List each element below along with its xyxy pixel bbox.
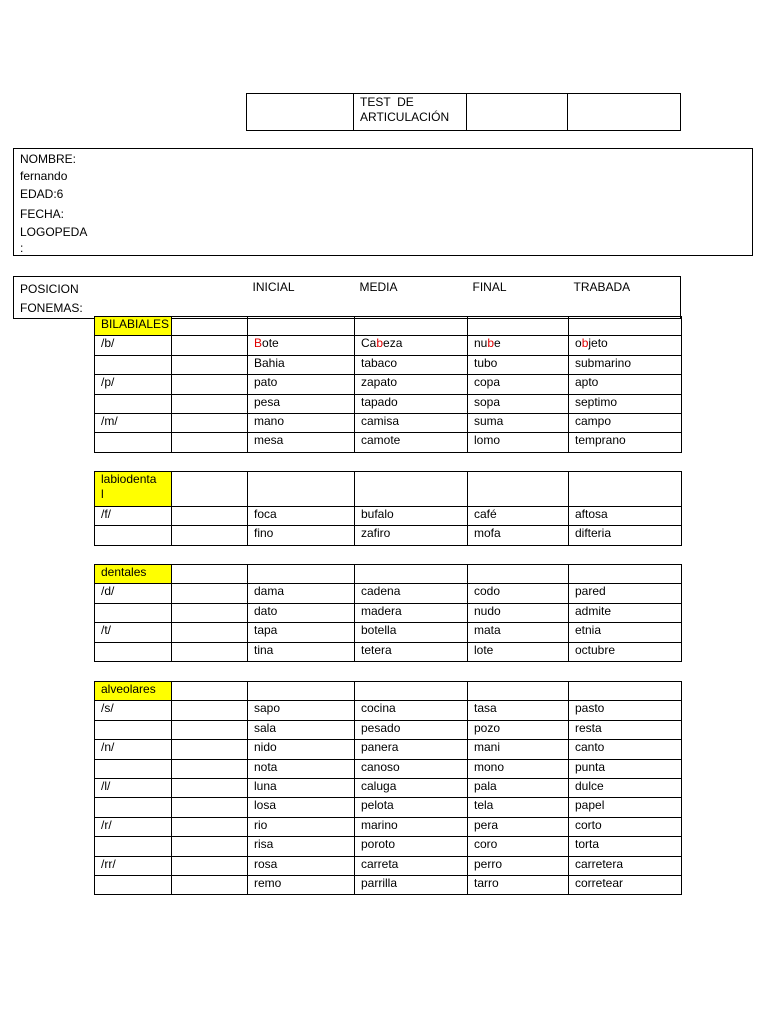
word-final: pala [468, 778, 569, 797]
fonemas-label: FONEMAS: [20, 301, 83, 315]
word-part: nu [474, 336, 488, 351]
title-table [246, 93, 681, 131]
header-final: FINAL [467, 277, 568, 319]
word-trabada: punta [569, 759, 682, 778]
edad-field: EDAD:6 [20, 187, 64, 201]
blank-cell [172, 837, 248, 856]
word-row [95, 507, 682, 526]
word-media: botella [355, 623, 468, 642]
word-part: eza [383, 336, 403, 351]
blank-cell [172, 433, 248, 452]
empty-cell [172, 565, 248, 584]
blank-cell [172, 856, 248, 875]
word-part: ote [262, 336, 279, 351]
blank-cell [172, 740, 248, 759]
word-trabada: septimo [569, 394, 682, 413]
blank-cell [172, 701, 248, 720]
target-letter: B [254, 336, 263, 351]
nombre-value: fernando [20, 169, 68, 183]
word-trabada: canto [569, 740, 682, 759]
word-inicial: sapo [248, 701, 355, 720]
word-final: nudo [468, 603, 569, 622]
empty-cell [355, 317, 468, 336]
word-final: codo [468, 584, 569, 603]
test-title-line1: TEST DE [360, 95, 414, 109]
word-row [95, 433, 682, 452]
target-letter: b [487, 336, 495, 351]
bilabiales-group-label: BILABIALES [95, 317, 172, 336]
word-media: zafiro [355, 526, 468, 545]
word-trabada: pared [569, 584, 682, 603]
group-header-row [95, 317, 682, 336]
word-inicial: remo [248, 875, 355, 894]
labiodental-table [94, 471, 682, 546]
word-part: e [494, 336, 501, 351]
bilabiales-table [94, 316, 682, 453]
dentales-group-label: dentales [95, 565, 172, 584]
word-part: o [575, 336, 582, 351]
empty-cell [172, 682, 248, 701]
posicion-label: POSICION [20, 282, 79, 296]
blank-cell [172, 584, 248, 603]
phoneme-cell: /s/ [95, 701, 172, 720]
word-final: mani [468, 740, 569, 759]
empty-cell [248, 472, 355, 507]
word-final: tasa [468, 701, 569, 720]
word-inicial: foca [248, 507, 355, 526]
word-inicial: fino [248, 526, 355, 545]
blank-cell [172, 875, 248, 894]
word-final: mata [468, 623, 569, 642]
word-row [95, 837, 682, 856]
word-row [95, 355, 682, 374]
word-part: jeto [588, 336, 608, 351]
word-media: tapado [355, 394, 468, 413]
phoneme-cell [95, 720, 172, 739]
header-inicial: INICIAL [247, 277, 354, 319]
word-media: zapato [355, 375, 468, 394]
word-trabada: pasto [569, 701, 682, 720]
word-inicial: rio [248, 817, 355, 836]
word-trabada: apto [569, 375, 682, 394]
blank-cell [172, 526, 248, 545]
group-header-row [95, 682, 682, 701]
labiodental-label-line2: l [101, 487, 104, 501]
word-row [95, 642, 682, 661]
word-row [95, 375, 682, 394]
phoneme-cell [95, 642, 172, 661]
word-inicial: nido [248, 740, 355, 759]
blank-cell [172, 394, 248, 413]
phoneme-cell: /m/ [95, 413, 172, 432]
word-media: madera [355, 603, 468, 622]
word-trabada: temprano [569, 433, 682, 452]
word-final [468, 336, 569, 355]
phoneme-cell: /n/ [95, 740, 172, 759]
word-row [95, 759, 682, 778]
word-inicial: luna [248, 778, 355, 797]
target-letter: b [376, 336, 384, 351]
word-inicial: nota [248, 759, 355, 778]
phoneme-cell [95, 798, 172, 817]
empty-cell [248, 317, 355, 336]
word-row [95, 394, 682, 413]
word-final: tela [468, 798, 569, 817]
nombre-label: NOMBRE: [20, 152, 77, 166]
word-row [95, 856, 682, 875]
word-trabada: corretear [569, 875, 682, 894]
word-media: pelota [355, 798, 468, 817]
word-row [95, 720, 682, 739]
word-trabada [569, 336, 682, 355]
test-title [354, 94, 467, 131]
posicion-fonemas-cell [14, 277, 247, 319]
phoneme-cell: /b/ [95, 336, 172, 355]
test-title-line2: ARTICULACIÓN [360, 110, 450, 124]
blank-cell [172, 817, 248, 836]
phoneme-cell [95, 394, 172, 413]
word-final: mofa [468, 526, 569, 545]
empty-cell [468, 682, 569, 701]
word-final: tarro [468, 875, 569, 894]
word-final: tubo [468, 355, 569, 374]
word-media: panera [355, 740, 468, 759]
logopeda-colon: : [20, 241, 24, 256]
phoneme-cell: /rr/ [95, 856, 172, 875]
alveolares-group-label: alveolares [95, 682, 172, 701]
word-media [355, 336, 468, 355]
empty-cell [172, 472, 248, 507]
word-final: perro [468, 856, 569, 875]
word-inicial [248, 336, 355, 355]
empty-cell [468, 565, 569, 584]
word-trabada: dulce [569, 778, 682, 797]
blank-cell [172, 623, 248, 642]
word-media: camote [355, 433, 468, 452]
word-row [95, 817, 682, 836]
word-row [95, 623, 682, 642]
word-inicial: risa [248, 837, 355, 856]
empty-cell [248, 682, 355, 701]
word-trabada: corto [569, 817, 682, 836]
word-row [95, 701, 682, 720]
word-trabada: etnia [569, 623, 682, 642]
word-row [95, 413, 682, 432]
blank-cell [172, 336, 248, 355]
word-media: caluga [355, 778, 468, 797]
word-row [95, 336, 682, 355]
word-media: tetera [355, 642, 468, 661]
phoneme-cell [95, 875, 172, 894]
title-empty-cell-1 [247, 94, 354, 131]
word-media: cadena [355, 584, 468, 603]
word-inicial: tapa [248, 623, 355, 642]
labiodental-group-label [95, 472, 172, 507]
word-row [95, 526, 682, 545]
empty-cell [355, 472, 468, 507]
empty-cell [569, 472, 682, 507]
blank-cell [172, 798, 248, 817]
phoneme-cell [95, 355, 172, 374]
word-inicial: Bahia [248, 355, 355, 374]
word-final: coro [468, 837, 569, 856]
word-inicial: dato [248, 603, 355, 622]
phoneme-cell [95, 526, 172, 545]
phoneme-cell [95, 759, 172, 778]
empty-cell [569, 682, 682, 701]
word-media: parrilla [355, 875, 468, 894]
word-row [95, 778, 682, 797]
word-trabada: admite [569, 603, 682, 622]
dentales-table [94, 564, 682, 662]
word-trabada: submarino [569, 355, 682, 374]
word-trabada: difteria [569, 526, 682, 545]
word-media: marino [355, 817, 468, 836]
word-final: pera [468, 817, 569, 836]
phoneme-cell [95, 433, 172, 452]
blank-cell [172, 413, 248, 432]
word-final: mono [468, 759, 569, 778]
empty-cell [355, 682, 468, 701]
empty-cell [172, 317, 248, 336]
blank-cell [172, 759, 248, 778]
blank-cell [172, 375, 248, 394]
word-trabada: octubre [569, 642, 682, 661]
phoneme-cell: /d/ [95, 584, 172, 603]
column-header-table [13, 276, 681, 319]
word-media: poroto [355, 837, 468, 856]
empty-cell [468, 317, 569, 336]
word-trabada: campo [569, 413, 682, 432]
group-header-row [95, 565, 682, 584]
word-row [95, 875, 682, 894]
group-header-row [95, 472, 682, 507]
word-inicial: mesa [248, 433, 355, 452]
empty-cell [355, 565, 468, 584]
alveolares-table [94, 681, 682, 895]
word-trabada: aftosa [569, 507, 682, 526]
word-part: Ca [361, 336, 377, 351]
word-final: pozo [468, 720, 569, 739]
word-trabada: carretera [569, 856, 682, 875]
word-media: pesado [355, 720, 468, 739]
phoneme-cell [95, 837, 172, 856]
word-final: suma [468, 413, 569, 432]
word-trabada: torta [569, 837, 682, 856]
word-inicial: tina [248, 642, 355, 661]
patient-info-box [13, 148, 753, 256]
word-inicial: dama [248, 584, 355, 603]
target-letter: b [581, 336, 589, 351]
blank-cell [172, 603, 248, 622]
word-inicial: sala [248, 720, 355, 739]
phoneme-cell: /r/ [95, 817, 172, 836]
blank-cell [172, 507, 248, 526]
word-trabada: resta [569, 720, 682, 739]
blank-cell [172, 642, 248, 661]
blank-cell [172, 720, 248, 739]
word-final: copa [468, 375, 569, 394]
phoneme-cell [95, 603, 172, 622]
blank-cell [172, 355, 248, 374]
word-row [95, 584, 682, 603]
word-final: café [468, 507, 569, 526]
phoneme-cell: /l/ [95, 778, 172, 797]
title-empty-cell-3 [568, 94, 681, 131]
header-media: MEDIA [354, 277, 467, 319]
word-inicial: pato [248, 375, 355, 394]
word-inicial: mano [248, 413, 355, 432]
logopeda-label: LOGOPEDA [20, 225, 88, 240]
title-empty-cell-2 [467, 94, 568, 131]
word-media: bufalo [355, 507, 468, 526]
word-row [95, 740, 682, 759]
empty-cell [248, 565, 355, 584]
word-inicial: losa [248, 798, 355, 817]
word-trabada: papel [569, 798, 682, 817]
word-media: canoso [355, 759, 468, 778]
word-media: cocina [355, 701, 468, 720]
phoneme-cell: /p/ [95, 375, 172, 394]
word-final: lomo [468, 433, 569, 452]
word-media: tabaco [355, 355, 468, 374]
word-final: lote [468, 642, 569, 661]
word-inicial: rosa [248, 856, 355, 875]
word-inicial: pesa [248, 394, 355, 413]
word-row [95, 798, 682, 817]
word-media: camisa [355, 413, 468, 432]
labiodental-label-line1: labiodenta [101, 472, 157, 486]
word-final: sopa [468, 394, 569, 413]
empty-cell [468, 472, 569, 507]
phoneme-cell: /t/ [95, 623, 172, 642]
header-trabada: TRABADA [568, 277, 681, 319]
blank-cell [172, 778, 248, 797]
phoneme-cell: /f/ [95, 507, 172, 526]
fecha-field: FECHA: [20, 206, 65, 221]
empty-cell [569, 565, 682, 584]
empty-cell [569, 317, 682, 336]
word-row [95, 603, 682, 622]
word-media: carreta [355, 856, 468, 875]
